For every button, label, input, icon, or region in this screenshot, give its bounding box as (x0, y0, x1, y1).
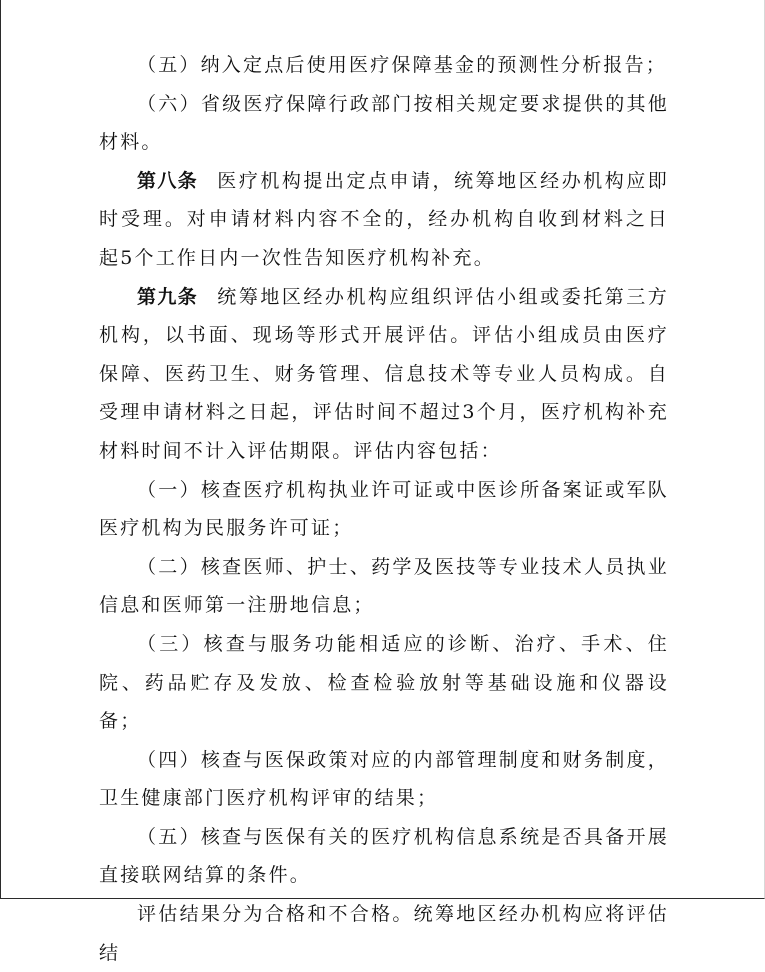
document-body (99, 46, 669, 972)
paragraph-item-1-license-check (99, 471, 669, 548)
paragraph-text: （四）核查与医保政策对应的内部管理制度和财务制度，卫生健康部门医疗机构评审的结果； (99, 748, 669, 810)
paragraph-text: （二）核查医师、护士、药学及医技等专业技术人员执业信息和医师第一注册地信息； (99, 555, 669, 617)
paragraph-item-5-forecast-report (99, 46, 669, 85)
paragraph-text: （六）省级医疗保障行政部门按相关规定要求提供的其他材料。 (99, 92, 669, 154)
paragraph-text: 统筹地区经办机构应组织评估小组或委托第三方机构，以书面、现场等形式开展评估。评估小组成员由医疗保障、医药卫生、财务管理、信息技术等专业人员构成。自受理申请材料之日起，评估时间不超过3个月，医疗机构补充材料时间不计入评估期限。评估内容包括： (99, 285, 669, 462)
paragraph-item-6-other-materials (99, 85, 669, 162)
article-8-paragraph (99, 162, 669, 278)
paragraph-item-5-system-check (99, 818, 669, 895)
paragraph-item-4-management-check (99, 741, 669, 818)
paragraph-text: 医疗机构提出定点申请，统筹地区经办机构应即时受理。对申请材料内容不全的，经办机构自收到材料之日起5个工作日内一次性告知医疗机构补充。 (99, 169, 669, 269)
paragraph-text: （一）核查医疗机构执业许可证或中医诊所备案证或军队医疗机构为民服务许可证； (99, 478, 669, 540)
paragraph-text: （三）核查与服务功能相适应的诊断、治疗、手术、住院、药品贮存及发放、检查检验放射等基础设施和仪器设备； (99, 632, 669, 733)
paragraph-item-3-facility-check (99, 625, 669, 741)
paragraph-text: （五）核查与医保有关的医疗机构信息系统是否具备开展直接联网结算的条件。 (99, 825, 669, 887)
article-9-paragraph (99, 278, 669, 471)
article-label: 第八条 (137, 169, 198, 192)
paragraph-evaluation-result (99, 895, 669, 972)
paragraph-text: 评估结果分为合格和不合格。统筹地区经办机构应将评估结 (99, 903, 669, 964)
paragraph-item-2-staff-check (99, 548, 669, 625)
paragraph-text: （五）纳入定点后使用医疗保障基金的预测性分析报告； (137, 54, 668, 76)
article-label: 第九条 (137, 285, 198, 308)
